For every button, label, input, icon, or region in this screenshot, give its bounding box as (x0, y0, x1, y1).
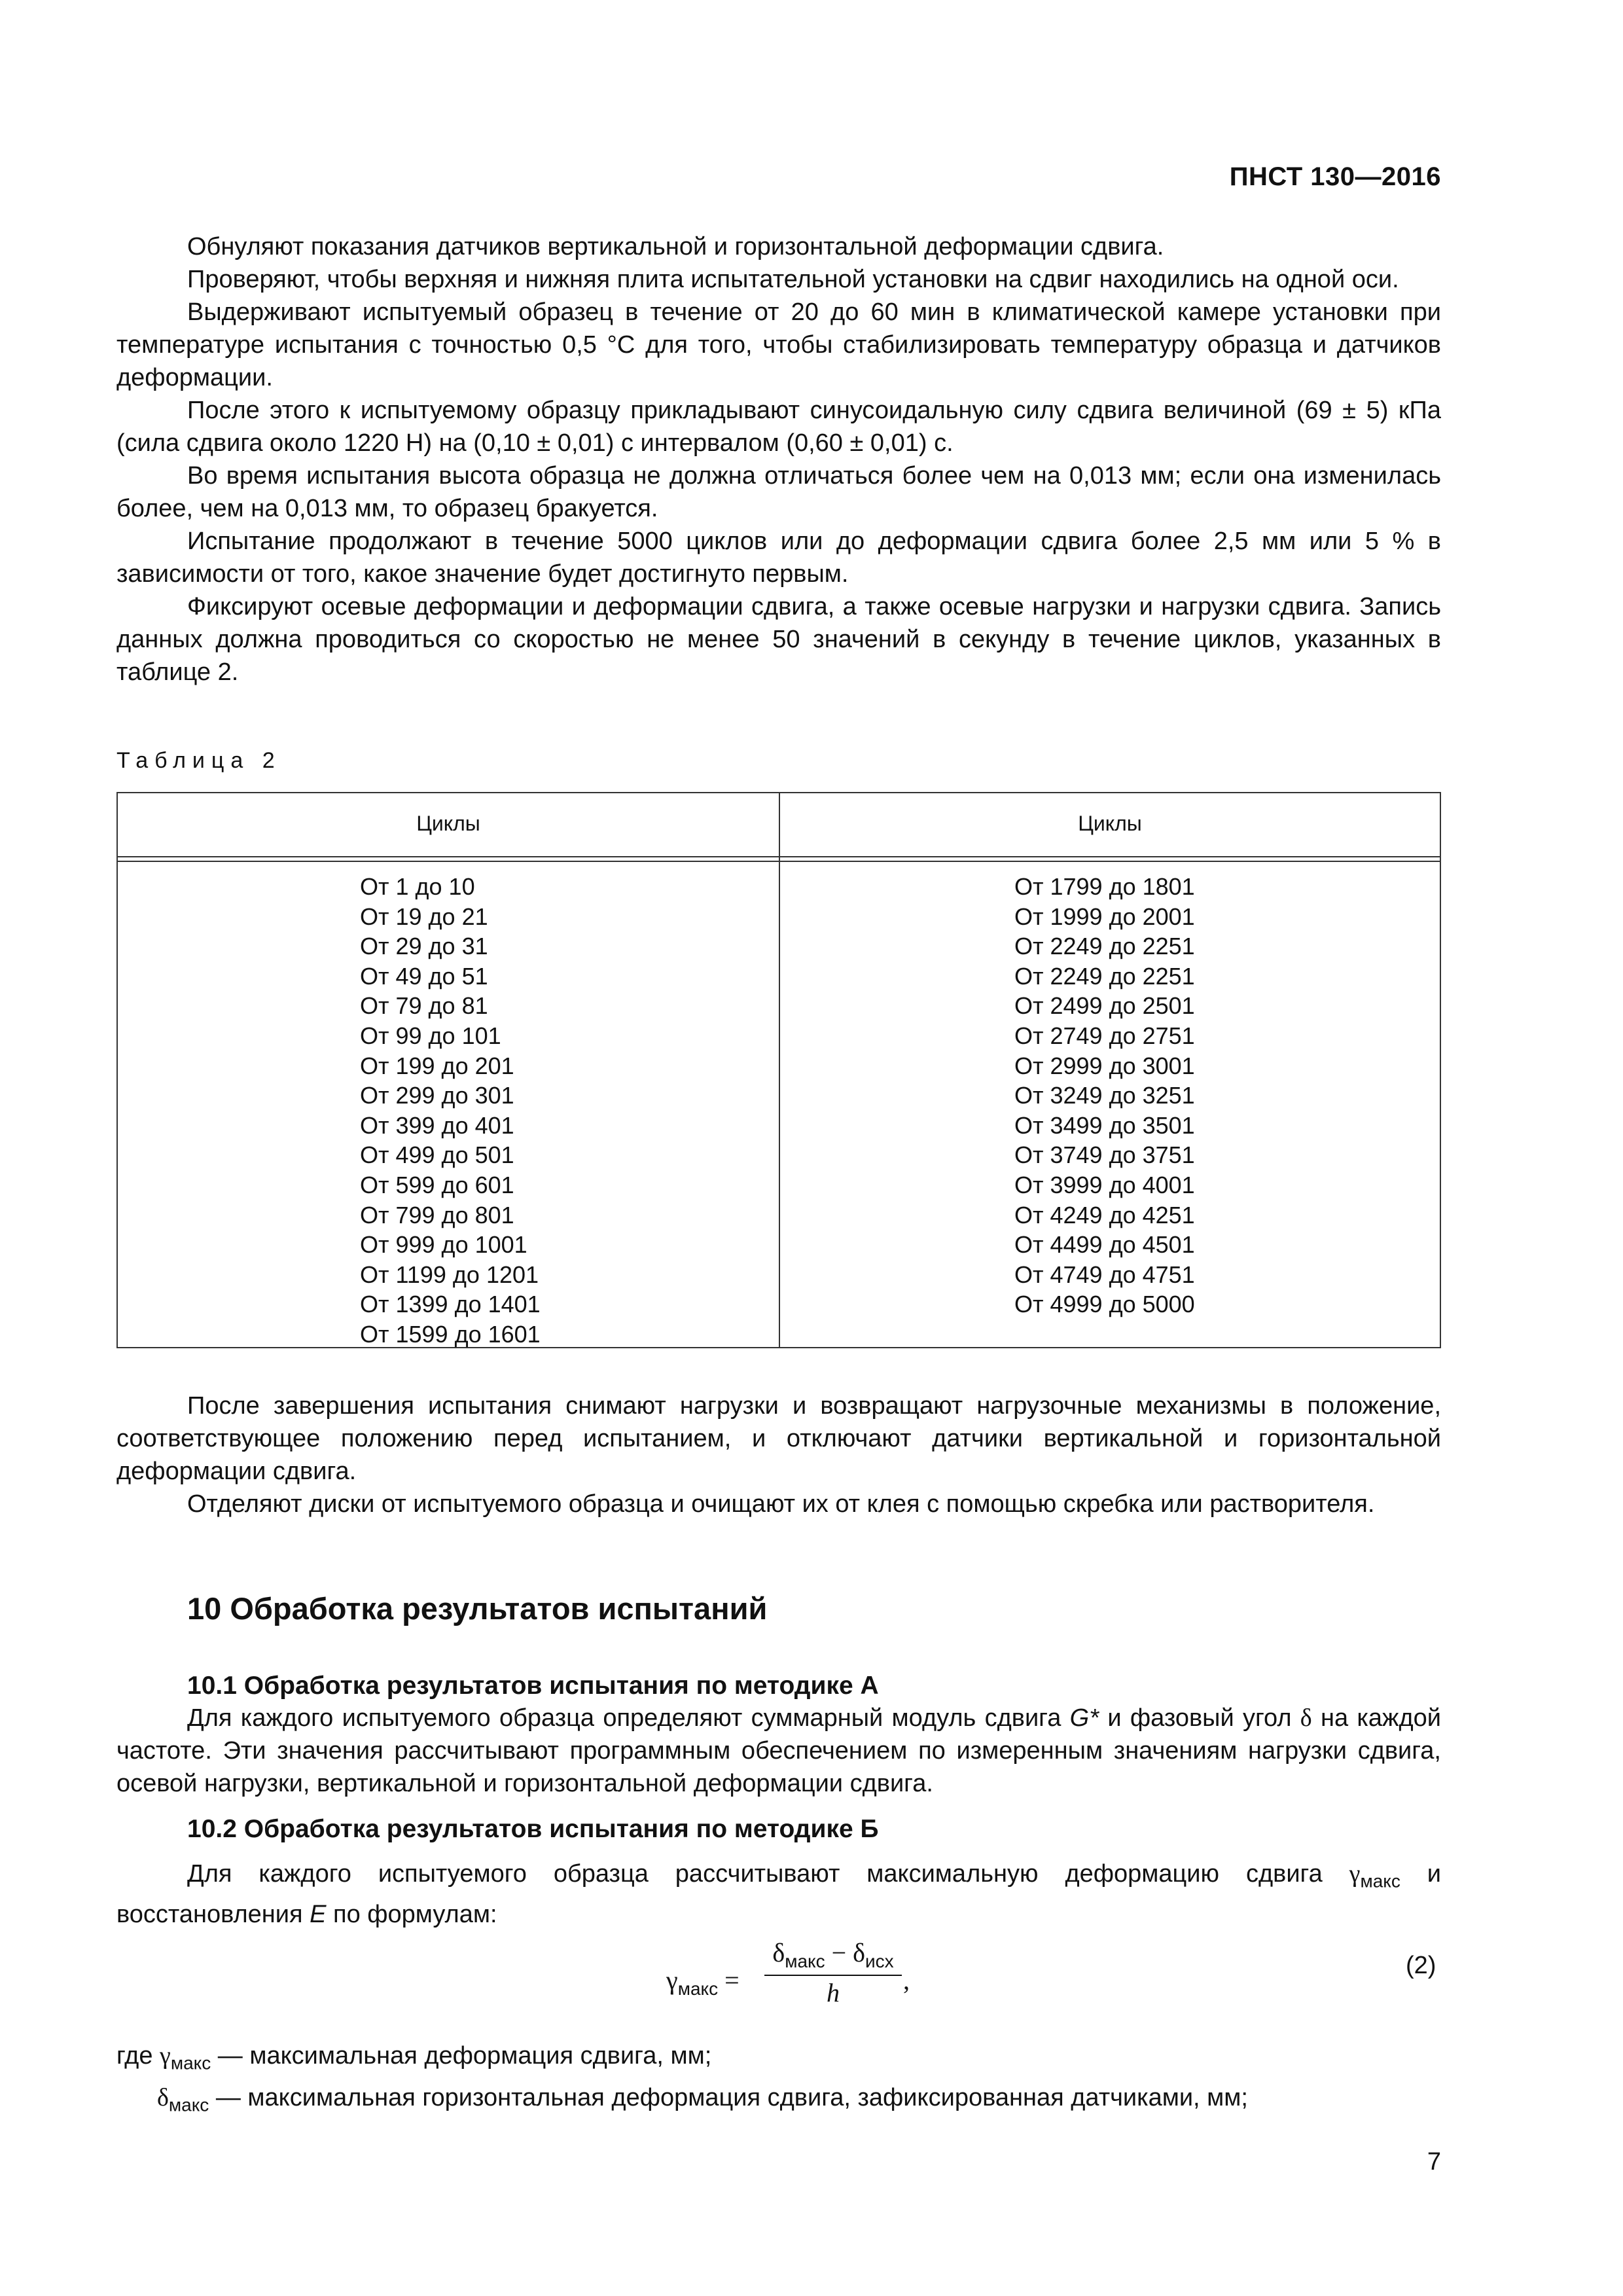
legend-row-gamma (116, 2039, 1248, 2081)
table-header-divider-double (118, 861, 1440, 862)
symbol-delta: δ (157, 2083, 169, 2111)
text-run: и восстановления (116, 1860, 1441, 1928)
symbol-delta: δ (772, 1938, 785, 1967)
table-cell: От 799 до 801 (360, 1201, 514, 1229)
table-column-right (1014, 872, 1195, 1319)
table-cell: От 4499 до 4501 (1014, 1231, 1195, 1259)
table-cell: От 49 до 51 (360, 962, 488, 990)
text-run: на каждой частоте. Эти значения рассчитывают программным обеспечением по измеренным значениям нагрузки сдвига, осевой нагрузки, вертикальной и горизонтальной деформации сдвига. (116, 1704, 1441, 1797)
table-cell: От 1599 до 1601 (360, 1320, 541, 1348)
table-cell: От 1999 до 2001 (1014, 903, 1195, 930)
table-header-left: Циклы (416, 812, 480, 835)
text-run: Для каждого испытуемого образца определяют суммарный модуль сдвига (187, 1704, 1070, 1732)
paragraph: Проверяют, чтобы верхняя и нижняя плита испытательной установки на сдвиг находились на одной оси. (187, 266, 1399, 293)
subscript: макс (1360, 1871, 1400, 1892)
table-column-divider (779, 793, 780, 1347)
text-run: и фазовый угол (1099, 1704, 1300, 1732)
variable-g-star: G* (1069, 1704, 1099, 1732)
formula-numerator (764, 1937, 902, 1976)
subscript: исх (865, 1951, 894, 1971)
table-cell: От 299 до 301 (360, 1082, 514, 1109)
table-cell: От 3749 до 3751 (1014, 1141, 1195, 1169)
table-cell: От 4999 до 5000 (1014, 1291, 1195, 1318)
subsection-heading-10-1: 10.1 Обработка результатов испытания по методике А (187, 1672, 879, 1700)
formula-lhs (666, 1965, 740, 2000)
minus-sign: − (825, 1938, 853, 1967)
table-cell: От 3999 до 4001 (1014, 1171, 1195, 1198)
text-run: Для каждого испытуемого образца рассчитывают максимальную деформацию сдвига (187, 1860, 1349, 1888)
paragraph (116, 1857, 1441, 1931)
text-run: по формулам: (326, 1900, 497, 1928)
text-block-after-test (116, 1390, 1441, 1520)
paragraph: Испытание продолжают в течение 5000 циклов или до деформации сдвига более 2,5 мм или 5 % в зависимости от того, какое значение будет достигнуто первым. (116, 528, 1441, 588)
subscript: макс (677, 1979, 719, 1999)
table-cell: От 199 до 201 (360, 1052, 514, 1079)
text-block-procedure (116, 230, 1441, 689)
formula-comma: , (903, 1965, 910, 1995)
text-run: — максимальная деформация сдвига, мм; (211, 2042, 712, 2070)
table-cell: От 19 до 21 (360, 903, 488, 930)
cycles-table (116, 792, 1441, 1348)
equals-sign: = (718, 1965, 740, 1995)
subscript: макс (785, 1951, 825, 1971)
table-cell: От 499 до 501 (360, 1141, 514, 1169)
table-cell: От 999 до 1001 (360, 1231, 527, 1259)
subscript: макс (168, 2094, 209, 2115)
paragraph: Выдерживают испытуемый образец в течение от 20 до 60 мин в климатической камере установки при температуре испытания с точностью 0,5 °С для того, чтобы стабилизировать температуру образца и датчиков деформации. (116, 298, 1441, 391)
text-run: — максимальная горизонтальная деформация сдвига, зафиксированная датчиками, мм; (209, 2083, 1248, 2111)
table-cell: От 4249 до 4251 (1014, 1201, 1195, 1229)
text-run: где (116, 2042, 160, 2070)
table-cell: От 1199 до 1201 (360, 1261, 539, 1288)
paragraph: Отделяют диски от испытуемого образца и очищают их от клея с помощью скребка или растворителя. (187, 1490, 1375, 1518)
table-cell: От 599 до 601 (360, 1171, 514, 1198)
symbol-delta: δ (1300, 1704, 1312, 1732)
section-heading-10: 10 Обработка результатов испытаний (187, 1591, 768, 1626)
table-cell: От 2999 до 3001 (1014, 1052, 1195, 1079)
formula-legend (116, 2039, 1248, 2122)
table-cell: От 1399 до 1401 (360, 1291, 541, 1318)
table-cell: От 2249 до 2251 (1014, 933, 1195, 960)
legend-row-delta (116, 2081, 1248, 2123)
variable-e: E (310, 1900, 327, 1928)
table-header-right: Циклы (1078, 812, 1142, 835)
table-cell: От 79 до 81 (360, 992, 488, 1020)
formula-fraction (764, 1937, 902, 2008)
table-header-divider (118, 856, 1440, 857)
symbol-gamma: γ (160, 2042, 171, 2070)
table-cell: От 2499 до 2501 (1014, 992, 1195, 1020)
table-column-left (360, 872, 541, 1350)
paragraph: После завершения испытания снимают нагрузки и возвращают нагрузочные механизмы в положение, соответствующее положению перед испытанием, и отключают датчики вертикальной и горизонтальной деформации сдвига. (116, 1392, 1441, 1485)
symbol-delta: δ (853, 1938, 866, 1967)
paragraph: Фиксируют осевые деформации и деформации сдвига, а также осевые нагрузки и нагрузки сдвига. Запись данных должна проводиться со скоростью не менее 50 значений в секунду в течение циклов, указанных в таблице 2. (116, 593, 1441, 686)
text-block-10-1 (116, 1702, 1441, 1800)
equation-number: (2) (1406, 1952, 1436, 1979)
table-caption: Таблица 2 (116, 748, 281, 773)
table-cell: От 2249 до 2251 (1014, 962, 1195, 990)
table-cell: От 4749 до 4751 (1014, 1261, 1195, 1288)
table-cell: От 2749 до 2751 (1014, 1022, 1195, 1049)
table-cell: От 29 до 31 (360, 933, 488, 960)
document-code: ПНСТ 130—2016 (1229, 162, 1441, 191)
paragraph: Во время испытания высота образца не должна отличаться более чем на 0,013 мм; если она изменилась более, чем на 0,013 мм, то образец бракуется. (116, 462, 1441, 522)
symbol-gamma: γ (666, 1965, 678, 1995)
formula-denominator: h (827, 1978, 840, 2007)
subsection-heading-10-2: 10.2 Обработка результатов испытания по методике Б (187, 1815, 879, 1843)
paragraph (116, 1702, 1441, 1800)
symbol-gamma: γ (1349, 1860, 1361, 1888)
table-cell: От 99 до 101 (360, 1022, 501, 1049)
table-cell: От 399 до 401 (360, 1111, 514, 1139)
table-cell: От 3499 до 3501 (1014, 1111, 1195, 1139)
paragraph: Обнуляют показания датчиков вертикальной и горизонтальной деформации сдвига. (187, 233, 1164, 260)
table-cell: От 3249 до 3251 (1014, 1082, 1195, 1109)
page-number: 7 (1427, 2148, 1441, 2176)
table-cell: От 1799 до 1801 (1014, 873, 1195, 900)
text-block-10-2 (116, 1857, 1441, 1931)
paragraph: После этого к испытуемому образцу прикладывают синусоидальную силу сдвига величиной (69 ± 5) кПа (сила сдвига около 1220 Н) на (0,10 ± 0,01) с интервалом (0,60 ± 0,01) с. (116, 397, 1441, 457)
subscript: макс (170, 2053, 211, 2073)
table-cell: От 1 до 10 (360, 873, 475, 900)
